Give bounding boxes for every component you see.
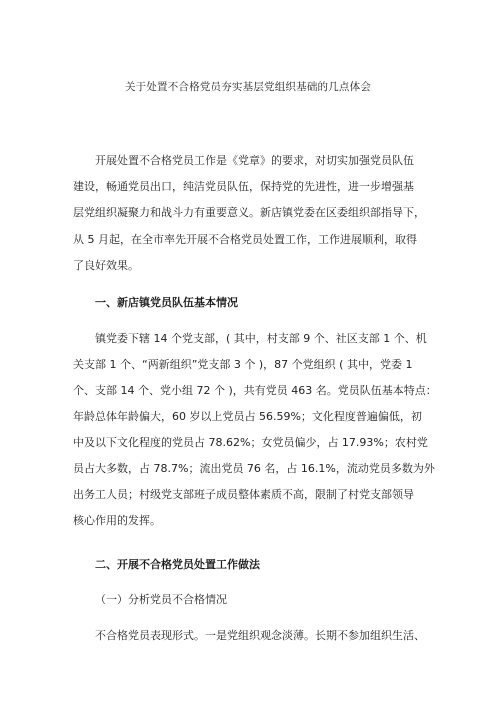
intro-line-2: 建设，畅通党员出口，纯洁党员队伍，保持党的先进性，进一步增强基 xyxy=(73,180,414,193)
section-heading-1: 一、新店镇党员队伍基本情况 xyxy=(95,296,238,309)
section1-line-3: 个、支部 14 个、党小组 72 个 )，共有党员 463 名。党员队伍基本特点： xyxy=(73,384,437,397)
section1-line-6: 员占大多数，占 78.7%；流出党员 76 名，占 16.1%，流动党员多数为外 xyxy=(73,462,435,475)
section1-line-2: 关支部 1 个、“两新组织”党支部 3 个 )，87 个党组织 ( 其中，党委 1 xyxy=(73,358,413,371)
section2-subheading-1: （一）分析党员不合格情况 xyxy=(95,593,227,606)
document-title: 关于处置不合格党员夯实基层党组织基础的几点体会 xyxy=(124,81,372,93)
section1-line-7: 出务工人员；村级党支部班子成员整体素质不高，限制了村党支部领导 xyxy=(73,488,414,501)
intro-line-4: 从 5 月起，在全市率先开展不合格党员处置工作，工作进展顺利，取得 xyxy=(73,233,417,246)
section1-line-5: 中及以下文化程度的党员占 78.62%；女党员偏少，占 17.93%；农村党 xyxy=(73,436,428,449)
section2-line-1: 不合格党员表现形式。一是党组织观念淡薄。长期不参加组织生活、 xyxy=(95,629,425,642)
intro-line-1: 开展处置不合格党员工作是《党章》的要求，对切实加强党员队伍 xyxy=(95,154,414,167)
intro-line-3: 层党组织凝聚力和战斗力有重要意义。新店镇党委在区委组织部指导下， xyxy=(73,206,425,219)
intro-line-5: 了良好效果。 xyxy=(73,259,139,272)
section1-line-1: 镇党委下辖 14 个党支部，( 其中，村支部 9 个、社区支部 1 个、机 xyxy=(95,332,427,345)
section-heading-2: 二、开展不合格党员处置工作做法 xyxy=(95,558,260,571)
section1-line-4: 年龄总体年龄偏大，60 岁以上党员占 56.59%；文化程度普遍偏低，初 xyxy=(73,410,422,423)
section1-line-8: 核心作用的发挥。 xyxy=(73,514,161,527)
